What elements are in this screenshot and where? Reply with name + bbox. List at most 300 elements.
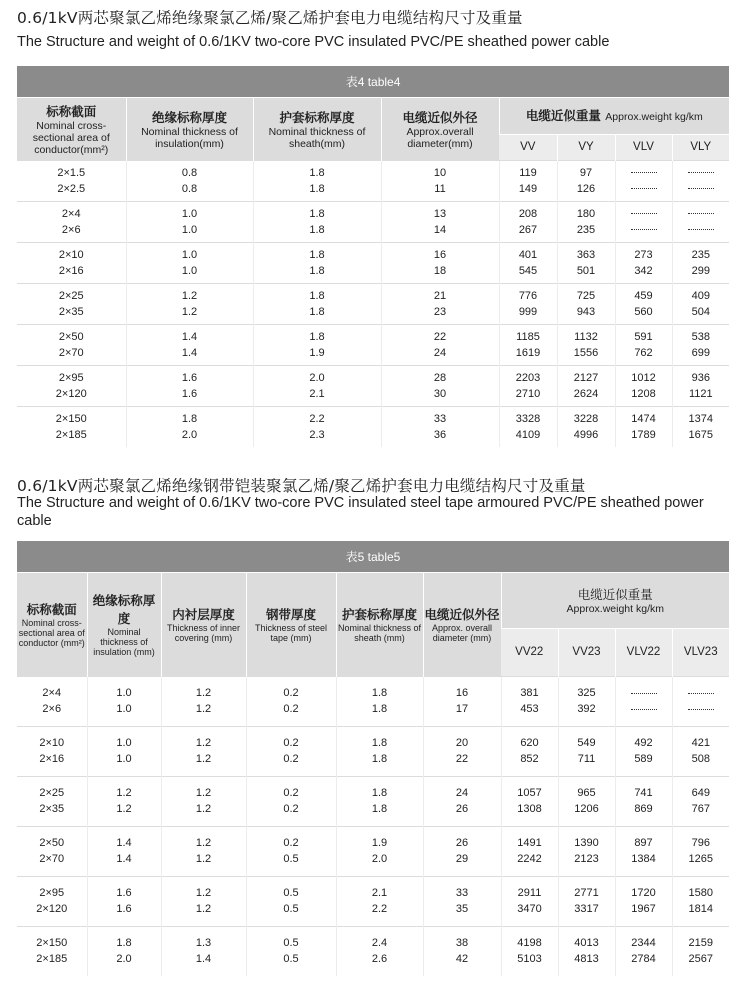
cell-value: 1.6 (181, 387, 198, 400)
cell-value: 1619 (515, 346, 541, 359)
table-cell (246, 876, 336, 926)
table-cell (17, 242, 126, 283)
cell-value: 2.2 (371, 903, 388, 915)
table-cell (615, 926, 672, 976)
table-cell (381, 406, 499, 447)
cell-value: 149 (518, 182, 538, 195)
table-cell (161, 826, 246, 876)
cell-value: 1185 (516, 330, 540, 343)
table-cell (17, 726, 87, 776)
cell-value: 2×50 (58, 330, 84, 343)
col-header-vv23: VV23 (558, 628, 615, 676)
empty-value-dash (673, 701, 730, 717)
t5-col-header-weight-en: Approx.weight kg/km (566, 603, 664, 615)
cell-value: 0.2 (283, 703, 299, 715)
col-header-diameter-en: Approx.overall diameter(mm) (406, 125, 474, 150)
empty-value-dash (616, 181, 672, 197)
table-cell (615, 283, 672, 324)
cell-value: 28 (433, 371, 447, 384)
cell-value: 1.4 (181, 330, 198, 343)
cell-value: 299 (691, 264, 710, 277)
cell-value: 1.2 (116, 803, 132, 815)
table-cell (672, 201, 729, 242)
table-cell (381, 324, 499, 365)
cell-value: 0.2 (283, 803, 299, 815)
cell-value: 3470 (517, 903, 542, 915)
table-cell (499, 406, 557, 447)
cell-value: 2×6 (42, 703, 62, 715)
cell-value: 2×25 (58, 289, 84, 302)
table-row (17, 406, 729, 447)
table-cell (558, 876, 615, 926)
table-cell (501, 926, 558, 976)
col-header-sheath (253, 97, 381, 160)
cell-value: 1.0 (181, 223, 198, 236)
table-cell (501, 776, 558, 826)
cell-value: 4996 (573, 428, 599, 441)
table-cell (87, 826, 161, 876)
cell-value: 16 (433, 248, 447, 261)
col-header-vly: VLY (672, 134, 729, 160)
table-cell (615, 201, 672, 242)
cell-value: 1.8 (309, 305, 325, 318)
cell-value: 1.6 (116, 887, 132, 899)
t5-col-header-inner-en: Thickness of inner covering (mm) (166, 623, 241, 643)
cell-value: 3317 (574, 903, 599, 915)
table-cell (336, 726, 423, 776)
table-cell (615, 324, 672, 365)
cell-value: 1.8 (309, 289, 325, 302)
cell-value: 0.2 (283, 737, 299, 749)
cell-value: 2159 (688, 937, 713, 950)
cell-value: 1.0 (181, 264, 198, 277)
table-cell (336, 676, 423, 726)
table-cell (87, 776, 161, 826)
table-row (17, 160, 729, 201)
cell-value: 2×95 (58, 371, 84, 384)
table-cell (161, 926, 246, 976)
cell-value: 2×95 (39, 887, 65, 899)
cell-value: 2.6 (371, 953, 388, 966)
cell-value: 508 (691, 753, 710, 765)
cell-value: 97 (579, 166, 593, 179)
t5-col-header-diameter (423, 572, 501, 676)
table-row (17, 926, 729, 976)
cell-value: 1491 (517, 837, 542, 849)
cell-value: 273 (634, 248, 653, 261)
cell-value: 1556 (573, 346, 599, 359)
cell-value: 1.8 (371, 687, 388, 699)
cell-value: 2×35 (39, 803, 65, 815)
col-header-vv22: VV22 (501, 628, 558, 676)
table-cell (615, 726, 672, 776)
table-cell (17, 201, 126, 242)
cell-value: 20 (455, 737, 469, 749)
cell-value: 23 (433, 305, 447, 318)
table-cell (557, 324, 615, 365)
t5-col-header-weight-cn: 电缆近似重量 (577, 587, 653, 602)
table-cell (558, 676, 615, 726)
cell-value: 2242 (517, 853, 542, 865)
cell-value: 869 (634, 803, 653, 815)
table-cell (672, 926, 729, 976)
cell-value: 2×1.5 (57, 166, 86, 179)
table-cell (381, 365, 499, 406)
cell-value: 1.9 (309, 346, 325, 359)
cell-value: 2344 (631, 937, 656, 950)
col-header-diameter-cn: 电缆近似外径 (402, 109, 478, 125)
table-cell (557, 283, 615, 324)
cell-value: 492 (634, 737, 653, 749)
table4-title-cn: 0.6/1kV两芯聚氯乙烯绝缘聚氯乙烯/聚乙烯护套电力电缆结构尺寸及重量 (17, 9, 523, 27)
table-cell (126, 242, 253, 283)
cell-value: 1474 (631, 412, 656, 425)
cell-value: 1.2 (195, 787, 212, 799)
cell-value: 1.2 (195, 803, 212, 815)
cell-value: 2567 (688, 953, 713, 966)
cell-value: 36 (433, 428, 447, 441)
cell-value: 2×50 (39, 837, 65, 849)
cell-value: 2624 (573, 387, 599, 400)
col-header-vlv22: VLV22 (615, 628, 672, 676)
cell-value: 10 (433, 166, 447, 179)
col-header-weight-cn: 电缆近似重量 (525, 108, 601, 123)
table-cell (615, 406, 672, 447)
cell-value: 235 (691, 248, 710, 261)
table-cell (381, 242, 499, 283)
cell-value: 1.0 (181, 248, 198, 261)
cell-value: 1789 (631, 428, 656, 441)
table-cell (672, 324, 729, 365)
cell-value: 392 (577, 703, 596, 715)
cell-value: 4013 (574, 937, 599, 950)
table-row (17, 242, 729, 283)
cell-value: 2×25 (39, 787, 65, 799)
cell-value: 119 (519, 166, 537, 179)
t5-col-header-section-en: Nominal cross-sectional area of conductor (mm²) (18, 618, 85, 648)
cell-value: 459 (634, 289, 653, 302)
table-row (17, 726, 729, 776)
cell-value: 421 (691, 737, 710, 749)
cell-value: 22 (433, 330, 447, 343)
table-cell (615, 160, 672, 201)
table-cell (499, 324, 557, 365)
table-cell (253, 406, 381, 447)
cell-value: 4813 (574, 953, 599, 966)
cell-value: 0.2 (283, 687, 299, 699)
table-cell (336, 876, 423, 926)
cell-value: 342 (634, 264, 653, 277)
cell-value: 208 (518, 207, 538, 220)
cell-value: 16 (455, 687, 469, 699)
cell-value: 2203 (515, 371, 541, 384)
cell-value: 725 (576, 289, 596, 302)
cell-value: 0.5 (283, 937, 299, 950)
cell-value: 2.0 (371, 853, 388, 865)
cell-value: 38 (455, 937, 469, 950)
cell-value: 1.8 (309, 264, 325, 277)
table-cell (558, 926, 615, 976)
cell-value: 649 (691, 787, 710, 799)
cell-value: 267 (518, 223, 538, 236)
cell-value: 1132 (574, 330, 598, 343)
cell-value: 11 (434, 182, 446, 195)
empty-value-dash (616, 685, 672, 701)
cell-value: 1.2 (181, 289, 198, 302)
table-cell (336, 826, 423, 876)
table-row (17, 876, 729, 926)
cell-value: 2.0 (116, 953, 132, 966)
cell-value: 741 (634, 787, 653, 799)
t5-col-header-insulation (87, 572, 161, 676)
t5-col-header-diameter-en: Approx. overall diameter (mm) (431, 623, 493, 643)
table4-title-en: The Structure and weight of 0.6/1KV two-core PVC insulated PVC/PE sheathed power cable (17, 34, 610, 50)
cell-value: 2710 (515, 387, 541, 400)
cell-value: 1.4 (195, 953, 212, 966)
table-cell (17, 365, 126, 406)
empty-value-dash (616, 222, 672, 238)
cell-value: 2×70 (39, 853, 65, 865)
cell-value: 1814 (688, 903, 713, 915)
t5-col-header-section (17, 572, 87, 676)
t5-col-header-sheath-cn: 护套标称厚度 (341, 607, 417, 622)
cell-value: 1390 (574, 837, 599, 849)
cell-value: 2×35 (58, 305, 84, 318)
cell-value: 1.8 (309, 223, 325, 236)
cell-value: 363 (576, 248, 596, 261)
cell-value: 549 (577, 737, 596, 749)
table-cell (615, 242, 672, 283)
cell-value: 501 (576, 264, 596, 277)
table-cell (672, 365, 729, 406)
cell-value: 1.8 (309, 248, 325, 261)
table-row (17, 283, 729, 324)
cell-value: 504 (691, 305, 710, 318)
cell-value: 762 (634, 346, 653, 359)
cell-value: 0.5 (283, 953, 299, 966)
cell-value: 2911 (517, 887, 542, 899)
cell-value: 1.0 (181, 207, 198, 220)
cell-value: 589 (634, 753, 653, 765)
table-cell (672, 876, 729, 926)
cell-value: 2×10 (39, 737, 65, 749)
table-cell (615, 365, 672, 406)
cell-value: 409 (691, 289, 710, 302)
col-header-weight (499, 97, 729, 134)
t5-col-header-diameter-cn: 电缆近似外径 (424, 607, 500, 622)
cell-value: 18 (433, 264, 447, 277)
table-cell (499, 201, 557, 242)
cell-value: 1.2 (195, 853, 212, 865)
table-cell (17, 776, 87, 826)
t5-col-header-sheath-en: Nominal thickness of sheath (mm) (337, 623, 422, 643)
table-cell (501, 676, 558, 726)
col-header-vlv: VLV (615, 134, 672, 160)
table-cell (501, 826, 558, 876)
table-cell (246, 726, 336, 776)
cell-value: 2×4 (61, 207, 81, 220)
cell-value: 1.8 (371, 787, 388, 799)
table-cell (423, 826, 501, 876)
cell-value: 699 (691, 346, 710, 359)
t5-col-header-sheath (336, 572, 423, 676)
cell-value: 1.8 (371, 753, 388, 765)
cell-value: 35 (455, 903, 469, 915)
cell-value: 2.1 (371, 887, 388, 899)
cell-value: 1720 (631, 887, 656, 899)
t5-col-header-insulation-cn: 绝缘标称厚度 (92, 593, 156, 626)
cell-value: 776 (518, 289, 538, 302)
table-cell (557, 160, 615, 201)
cell-value: 2784 (631, 953, 656, 966)
cell-value: 2.2 (309, 412, 325, 425)
table-cell (87, 926, 161, 976)
cell-value: 2×150 (55, 412, 87, 425)
cell-value: 1.2 (195, 887, 212, 899)
col-header-section-cn: 标称截面 (46, 103, 97, 119)
empty-value-dash (673, 222, 730, 238)
t5-col-header-insulation-en: Nominal thickness of insulation (mm) (93, 627, 155, 657)
table-cell (557, 242, 615, 283)
t5-col-header-section-cn: 标称截面 (26, 602, 77, 617)
empty-value-dash (616, 165, 672, 181)
cell-value: 1206 (574, 803, 599, 815)
cell-value: 1208 (631, 387, 656, 400)
col-header-weight-en: Approx.weight kg/km (605, 111, 703, 123)
table-cell (126, 160, 253, 201)
table-cell (161, 776, 246, 826)
table-cell (17, 926, 87, 976)
cell-value: 2×120 (55, 387, 87, 400)
cell-value: 2×185 (55, 428, 87, 441)
col-header-diameter (381, 97, 499, 160)
t5-col-header-steel-cn: 钢带厚度 (265, 607, 316, 622)
col-header-vy: VY (557, 134, 615, 160)
table-cell (672, 826, 729, 876)
cell-value: 5103 (517, 953, 542, 966)
table-cell (253, 283, 381, 324)
cell-value: 24 (433, 346, 447, 359)
cell-value: 4198 (517, 937, 542, 950)
cell-value: 2×150 (36, 937, 68, 950)
col-header-insulation-cn: 绝缘标称厚度 (151, 109, 227, 125)
cell-value: 180 (576, 207, 596, 220)
table-cell (615, 826, 672, 876)
cell-value: 2.0 (181, 428, 198, 441)
cell-value: 852 (520, 753, 539, 765)
table-cell (161, 726, 246, 776)
cell-value: 1.8 (309, 207, 325, 220)
table-cell (246, 676, 336, 726)
table-cell (17, 406, 126, 447)
table-row (17, 324, 729, 365)
cell-value: 2×16 (58, 264, 84, 277)
table-cell (253, 201, 381, 242)
empty-value-dash (673, 206, 730, 222)
table-row (17, 365, 729, 406)
cell-value: 26 (455, 803, 469, 815)
table-cell (381, 201, 499, 242)
table-cell (246, 826, 336, 876)
cell-value: 936 (691, 371, 710, 384)
table-cell (423, 726, 501, 776)
cell-value: 0.5 (283, 903, 299, 915)
table-cell (501, 876, 558, 926)
table-cell (17, 876, 87, 926)
cell-value: 1.8 (309, 182, 325, 195)
cell-value: 1.2 (181, 305, 198, 318)
table-cell (558, 826, 615, 876)
cell-value: 2.1 (309, 387, 325, 400)
cell-value: 2×185 (36, 953, 68, 966)
cell-value: 401 (518, 248, 538, 261)
cell-value: 897 (634, 837, 653, 849)
table-cell (381, 160, 499, 201)
cell-value: 0.5 (283, 853, 299, 865)
cell-value: 1.8 (309, 330, 325, 343)
cell-value: 1.8 (309, 166, 325, 179)
cell-value: 1.4 (116, 837, 132, 849)
cell-value: 381 (520, 687, 539, 699)
cell-value: 26 (455, 837, 469, 849)
cell-value: 965 (577, 787, 596, 799)
table-cell (672, 283, 729, 324)
table-cell (423, 926, 501, 976)
empty-value-dash (673, 685, 730, 701)
table-cell (558, 776, 615, 826)
cell-value: 1308 (517, 803, 542, 815)
empty-value-dash (673, 181, 730, 197)
cell-value: 1374 (688, 412, 714, 425)
table-cell (499, 242, 557, 283)
table-cell (499, 160, 557, 201)
cell-value: 1.3 (195, 937, 212, 950)
cell-value: 235 (576, 223, 596, 236)
cell-value: 0.2 (283, 787, 299, 799)
cell-value: 2×4 (42, 687, 62, 699)
cell-value: 0.8 (181, 166, 198, 179)
col-header-section-en: Nominal cross-sectional area of conductor(mm²) (32, 119, 110, 156)
table-cell (17, 676, 87, 726)
cell-value: 453 (520, 703, 539, 715)
table-cell (126, 406, 253, 447)
table-cell (557, 201, 615, 242)
cell-value: 1580 (688, 887, 713, 899)
cell-value: 1.2 (116, 787, 132, 799)
table-cell (558, 726, 615, 776)
table-cell (501, 726, 558, 776)
cell-value: 22 (455, 753, 469, 765)
table-cell (672, 726, 729, 776)
cell-value: 30 (433, 387, 447, 400)
table-cell (615, 676, 672, 726)
cell-value: 767 (691, 803, 710, 815)
cell-value: 126 (576, 182, 596, 195)
table-cell (126, 324, 253, 365)
table-cell (253, 242, 381, 283)
cell-value: 13 (433, 207, 447, 220)
table5-title-en: The Structure and weight of 0.6/1KV two-core PVC insulated steel tape armoured PVC/PE sheathed power cable (17, 495, 704, 529)
cell-value: 0.2 (283, 753, 299, 765)
cell-value: 325 (577, 687, 596, 699)
table-cell (499, 283, 557, 324)
table-row (17, 776, 729, 826)
cell-value: 0.2 (283, 837, 299, 849)
cell-value: 560 (634, 305, 653, 318)
cell-value: 620 (520, 737, 539, 749)
col-header-sheath-en: Nominal thickness of sheath(mm) (268, 125, 366, 150)
cell-value: 2×10 (58, 248, 84, 261)
